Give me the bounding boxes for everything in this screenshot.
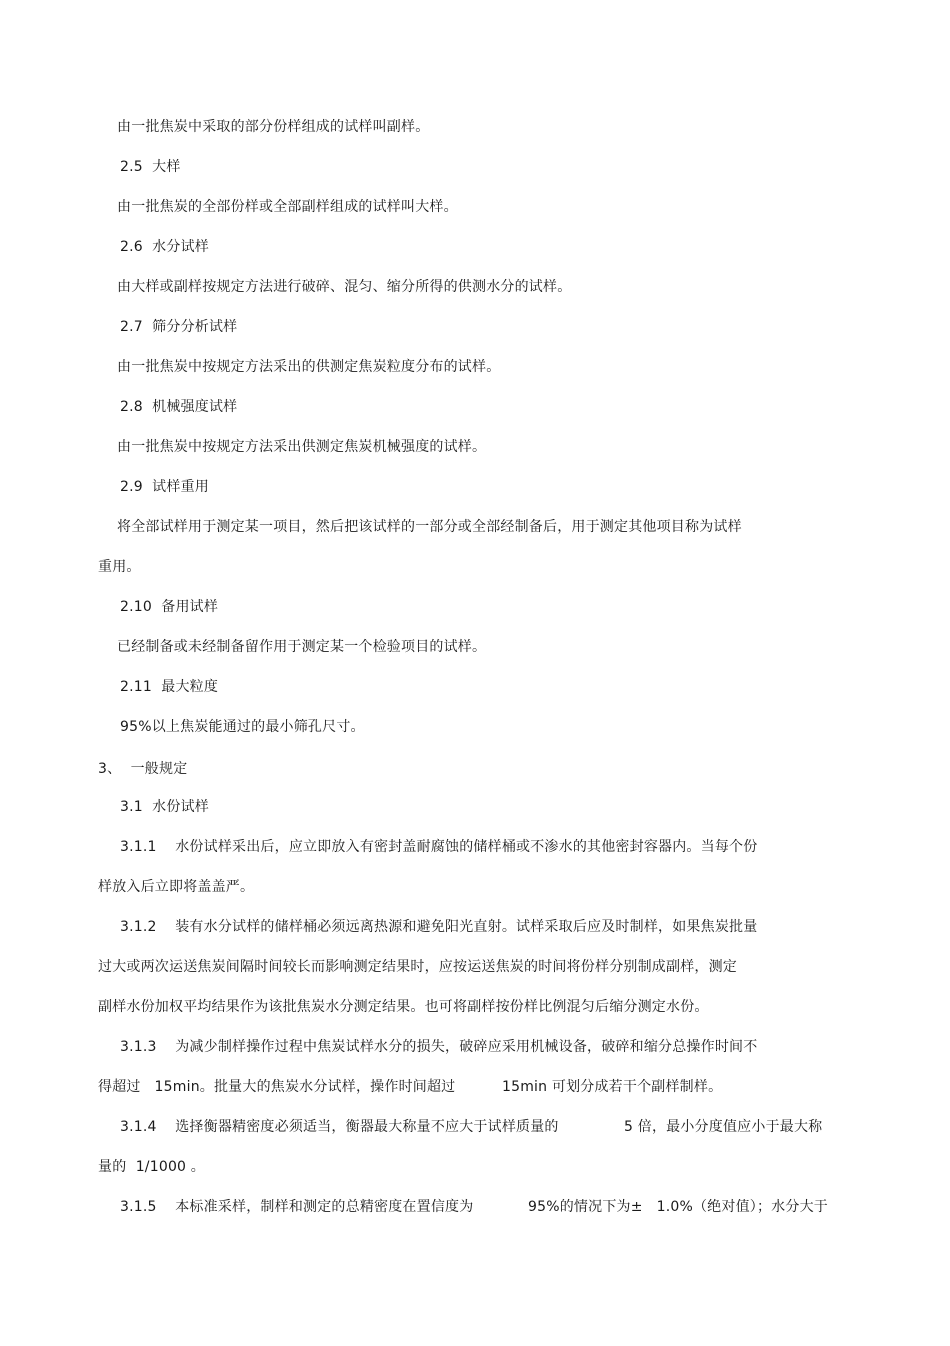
section-heading: 2.10 备用试样	[120, 599, 219, 615]
paragraph-line: 副样水份加权平均结果作为该批焦炭水分测定结果。也可将副样按份样比例混匀后缩分测定水份。	[98, 999, 709, 1015]
section-heading: 2.7 筛分分析试样	[120, 319, 238, 335]
paragraph-line: 由大样或副样按规定方法进行破碎、混匀、缩分所得的供测水分的试样。	[117, 279, 572, 295]
paragraph-line: 样放入后立即将盖盖严。	[98, 879, 255, 895]
section-heading: 2.6 水分试样	[120, 239, 209, 255]
paragraph-line: 95%以上焦炭能通过的最小筛孔尺寸。	[120, 719, 365, 735]
section-heading: 2.5 大样	[120, 159, 181, 175]
section-heading: 3.1 水份试样	[120, 799, 209, 815]
paragraph-line: 量的 1/1000 。	[98, 1159, 206, 1175]
chapter-heading: 3、 一般规定	[98, 761, 188, 777]
paragraph-line-tail: 15min 可划分成若干个副样制样。	[502, 1079, 723, 1095]
paragraph-line: 由一批焦炭的全部份样或全部副样组成的试样叫大样。	[117, 199, 458, 215]
paragraph-line: 已经制备或未经制备留作用于测定某一个检验项目的试样。	[117, 639, 487, 655]
paragraph-line: 3.1.1 水份试样采出后，应立即放入有密封盖耐腐蚀的储样桶或不渗水的其他密封容器内。当每个份	[120, 839, 758, 855]
paragraph-line: 过大或两次运送焦炭间隔时间较长而影响测定结果时，应按运送焦炭的时间将份样分别制成副样，测定	[98, 959, 737, 975]
paragraph-line: 由一批焦炭中按规定方法采出供测定焦炭机械强度的试样。	[117, 439, 487, 455]
section-heading: 2.9 试样重用	[120, 479, 209, 495]
section-heading: 2.8 机械强度试样	[120, 399, 238, 415]
paragraph-line: 得超过 15min。批量大的焦炭水分试样，操作时间超过	[98, 1079, 456, 1095]
paragraph-line: 3.1.4 选择衡器精密度必须适当，衡器最大称量不应大于试样质量的	[120, 1119, 559, 1135]
paragraph-line: 3.1.5 本标准采样，制样和测定的总精密度在置信度为	[120, 1199, 474, 1215]
paragraph-line: 由一批焦炭中按规定方法采出的供测定焦炭粒度分布的试样。	[117, 359, 501, 375]
section-heading: 2.11 最大粒度	[120, 679, 219, 695]
paragraph-line-tail: 95%的情况下为± 1.0%（绝对值）；水分大于	[528, 1199, 828, 1215]
paragraph-line: 将全部试样用于测定某一项目，然后把该试样的一部分或全部经制备后，用于测定其他项目称为试样	[117, 519, 742, 535]
paragraph-line: 3.1.2 装有水分试样的储样桶必须远离热源和避免阳光直射。试样采取后应及时制样，如果焦炭批量	[120, 919, 758, 935]
paragraph-line: 由一批焦炭中采取的部分份样组成的试样叫副样。	[117, 119, 430, 135]
paragraph-line: 3.1.3 为减少制样操作过程中焦炭试样水分的损失，破碎应采用机械设备，破碎和缩分总操作时间不	[120, 1039, 758, 1055]
paragraph-line: 重用。	[98, 559, 141, 575]
paragraph-line-tail: 5 倍，最小分度值应小于最大称	[624, 1119, 823, 1135]
